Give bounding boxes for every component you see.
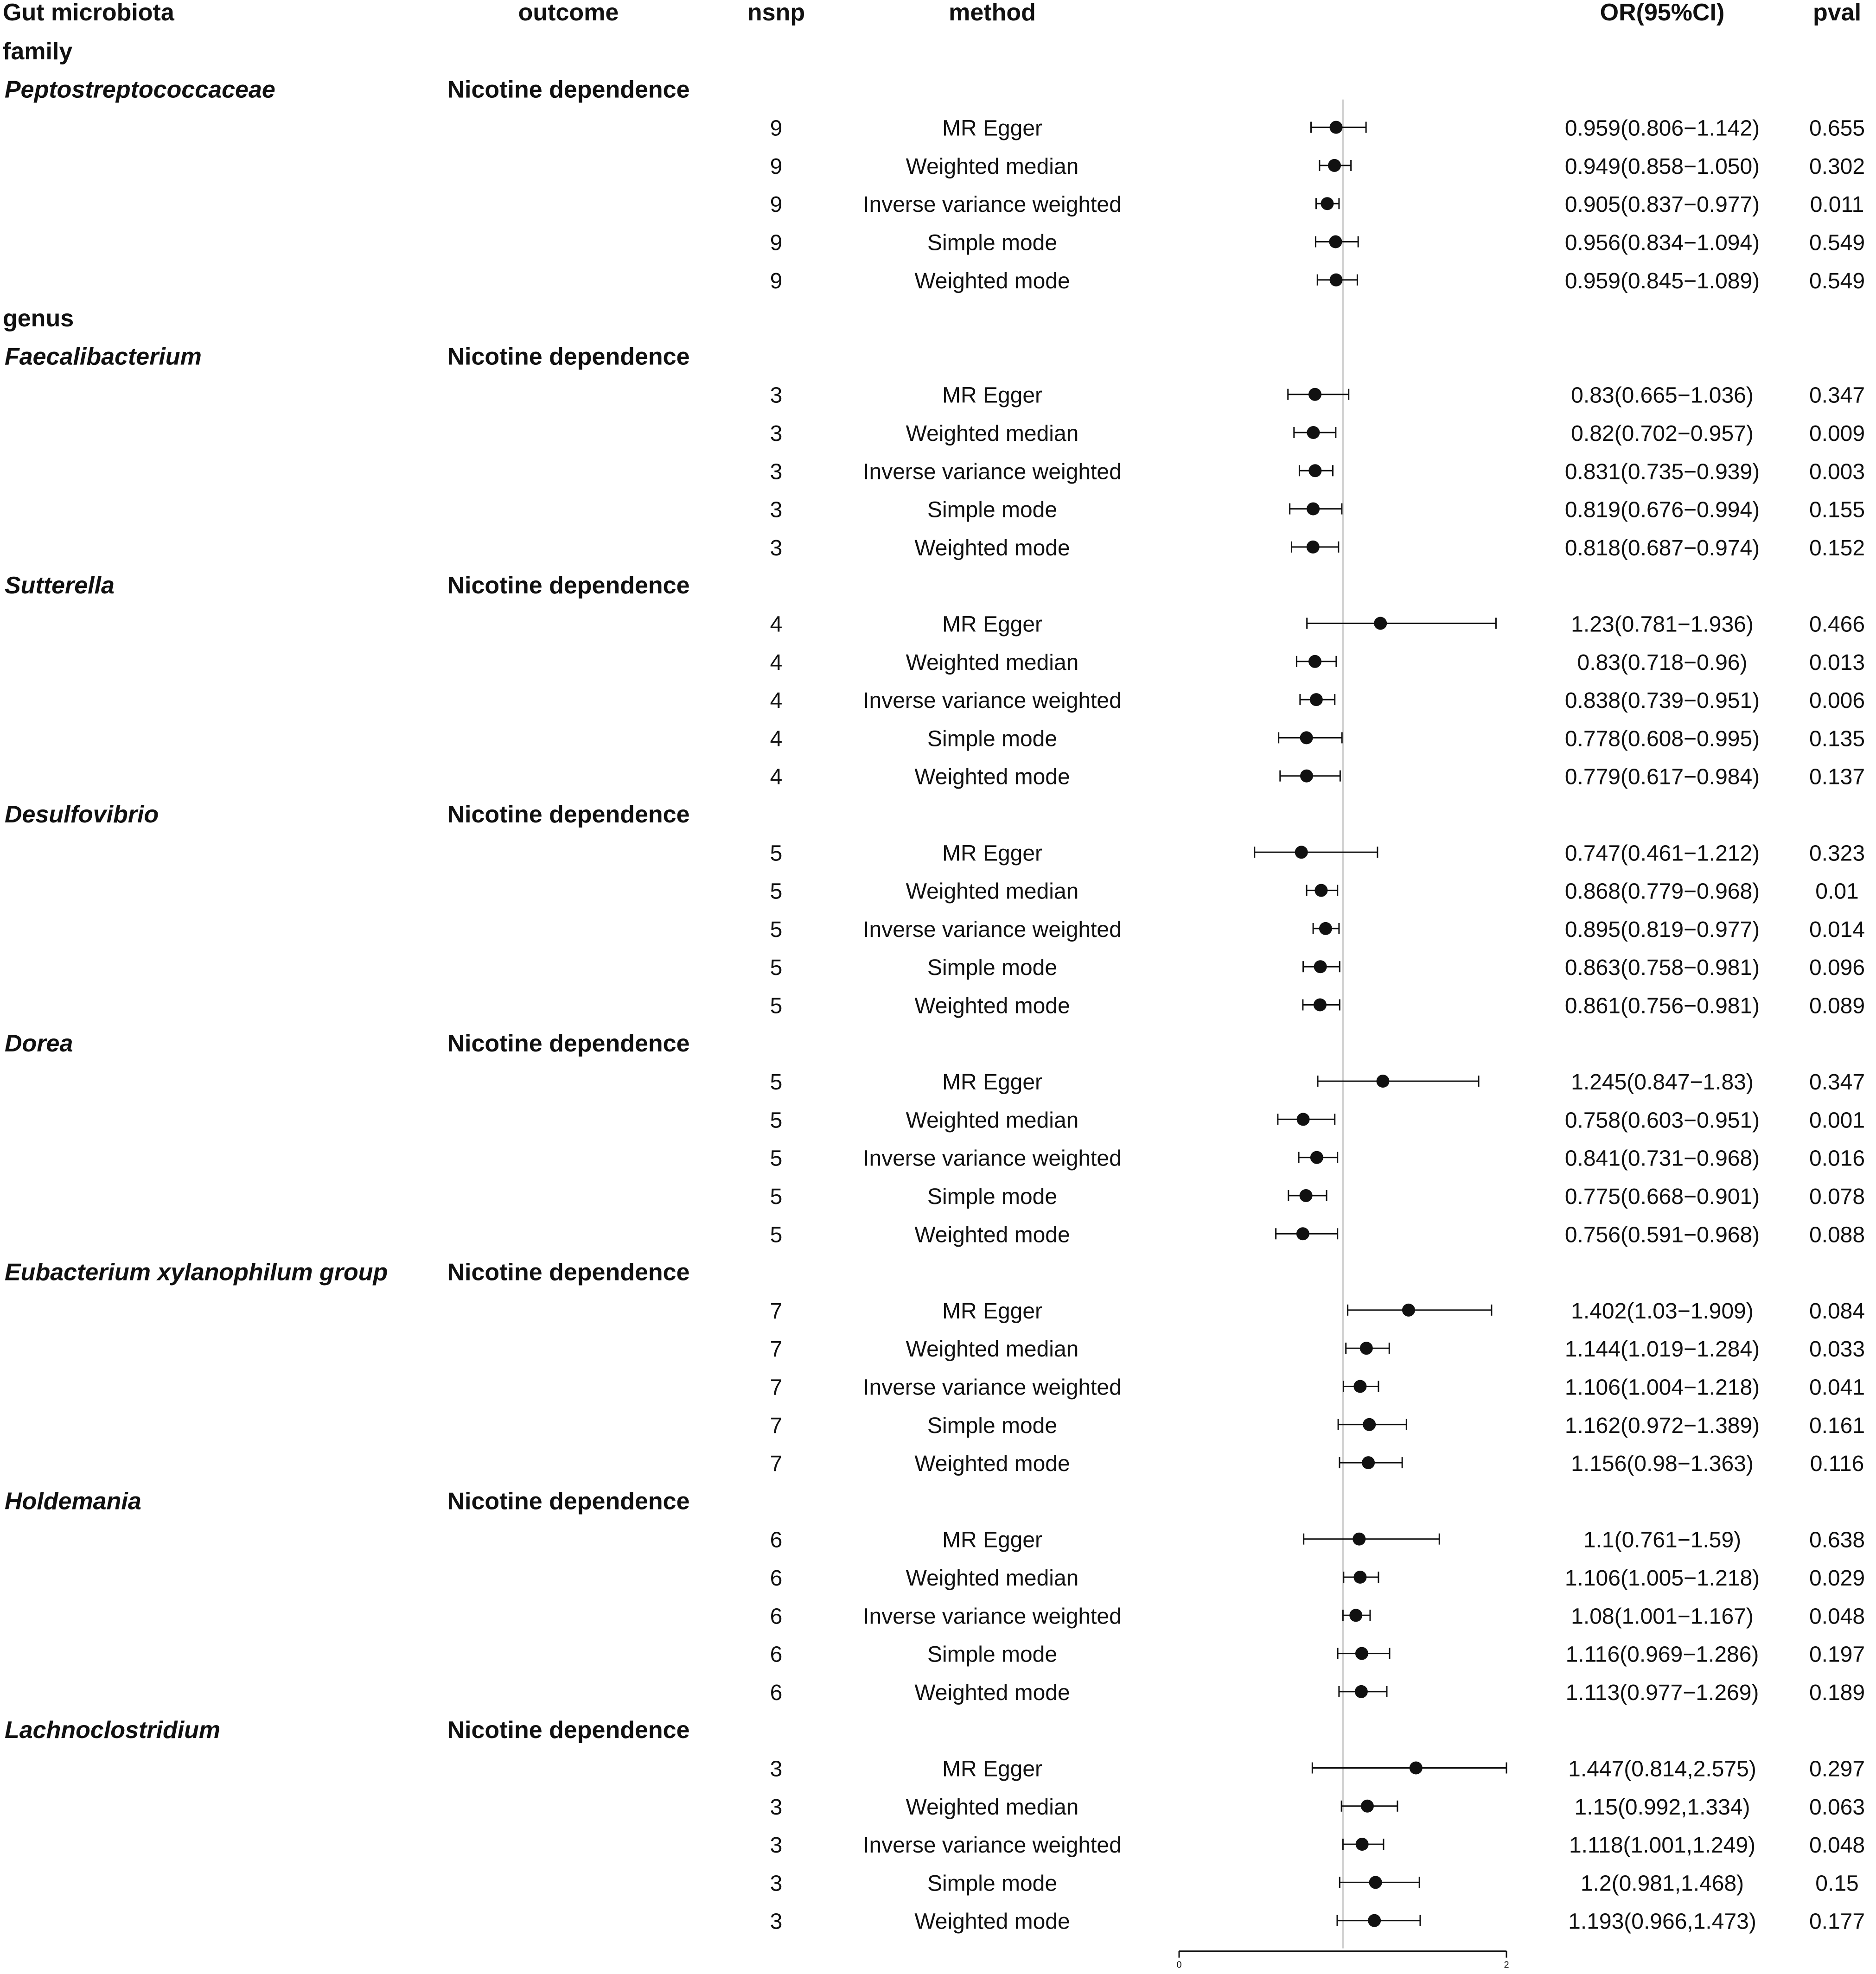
- or-ci-cell: 0.841(0.731−0.968): [1564, 1146, 1760, 1171]
- pval-cell: 0.016: [1809, 1146, 1865, 1171]
- pval-cell: 0.197: [1809, 1642, 1865, 1667]
- method-cell: Simple mode: [927, 1871, 1058, 1896]
- pval-cell: 0.347: [1809, 383, 1865, 408]
- outcome-label: Nicotine dependence: [447, 1259, 690, 1286]
- method-cell: Weighted median: [906, 1566, 1079, 1591]
- outcome-label: Nicotine dependence: [447, 572, 690, 599]
- x-tick-label: 2: [1504, 1960, 1509, 1970]
- method-cell: MR Egger: [942, 383, 1043, 408]
- or-ci-cell: 0.959(0.806−1.142): [1564, 116, 1760, 141]
- method-cell: Weighted mode: [914, 764, 1070, 790]
- pval-cell: 0.189: [1809, 1680, 1865, 1705]
- or-ci-cell: 0.82(0.702−0.957): [1571, 421, 1754, 446]
- or-ci-cell: 0.949(0.858−1.050): [1564, 154, 1760, 179]
- or-ci-cell: 1.193(0.966,1.473): [1568, 1909, 1756, 1934]
- pval-cell: 0.347: [1809, 1070, 1865, 1095]
- nsnp-cell: 9: [770, 230, 783, 255]
- pval-cell: 0.15: [1815, 1871, 1859, 1896]
- point-estimate: [1328, 159, 1341, 172]
- nsnp-cell: 3: [770, 1833, 783, 1858]
- point-estimate: [1314, 884, 1327, 897]
- point-estimate: [1355, 1647, 1368, 1660]
- method-cell: Inverse variance weighted: [863, 192, 1122, 217]
- method-cell: MR Egger: [942, 1528, 1043, 1553]
- pval-cell: 0.003: [1809, 459, 1865, 484]
- method-cell: Weighted median: [906, 879, 1079, 904]
- taxon-label: Dorea: [5, 1030, 73, 1057]
- method-cell: MR Egger: [942, 116, 1043, 141]
- pval-cell: 0.638: [1809, 1528, 1865, 1553]
- point-estimate: [1374, 617, 1387, 630]
- nsnp-cell: 7: [770, 1375, 783, 1400]
- nsnp-cell: 3: [770, 497, 783, 522]
- point-estimate: [1300, 1189, 1313, 1202]
- pval-cell: 0.041: [1809, 1375, 1865, 1400]
- outcome-label: Nicotine dependence: [447, 1030, 690, 1057]
- point-estimate: [1402, 1304, 1415, 1317]
- pval-cell: 0.029: [1809, 1566, 1865, 1591]
- pval-cell: 0.096: [1809, 955, 1865, 981]
- nsnp-cell: 9: [770, 116, 783, 141]
- point-estimate: [1363, 1418, 1376, 1431]
- or-ci-cell: 1.116(0.969−1.286): [1565, 1642, 1759, 1667]
- point-estimate: [1307, 426, 1320, 439]
- point-estimate: [1353, 1533, 1366, 1546]
- or-ci-cell: 0.758(0.603−0.951): [1564, 1108, 1760, 1133]
- nsnp-cell: 3: [770, 421, 783, 446]
- method-cell: MR Egger: [942, 612, 1043, 637]
- point-estimate: [1361, 1800, 1374, 1813]
- header-taxon: Gut microbiota: [3, 0, 174, 26]
- method-cell: Inverse variance weighted: [863, 1375, 1122, 1400]
- header-or: OR(95%CI): [1600, 0, 1725, 26]
- pval-cell: 0.048: [1809, 1604, 1865, 1629]
- or-ci-cell: 0.831(0.735−0.939): [1564, 459, 1760, 484]
- method-cell: Inverse variance weighted: [863, 1833, 1122, 1858]
- method-cell: Weighted median: [906, 154, 1079, 179]
- pval-cell: 0.011: [1810, 192, 1864, 217]
- or-ci-cell: 1.156(0.98−1.363): [1571, 1452, 1754, 1477]
- point-estimate: [1296, 1227, 1309, 1240]
- or-ci-cell: 0.818(0.687−0.974): [1564, 535, 1760, 560]
- header-row: [3, 0, 1861, 26]
- pval-cell: 0.155: [1809, 497, 1865, 522]
- or-ci-cell: 0.779(0.617−0.984): [1564, 764, 1760, 790]
- nsnp-cell: 4: [770, 764, 783, 790]
- or-ci-cell: 1.23(0.781−1.936): [1571, 612, 1754, 637]
- nsnp-cell: 6: [770, 1642, 783, 1667]
- pval-cell: 0.001: [1809, 1108, 1865, 1133]
- method-cell: Simple mode: [927, 955, 1058, 981]
- method-cell: Simple mode: [927, 497, 1058, 522]
- nsnp-cell: 5: [770, 1223, 783, 1248]
- or-ci-cell: 0.838(0.739−0.951): [1564, 688, 1760, 713]
- nsnp-cell: 6: [770, 1604, 783, 1629]
- or-ci-cell: 1.2(0.981,1.468): [1580, 1871, 1744, 1896]
- pval-cell: 0.01: [1815, 879, 1859, 904]
- or-ci-cell: 0.778(0.608−0.995): [1564, 726, 1760, 751]
- point-estimate: [1329, 236, 1342, 248]
- or-ci-cell: 1.245(0.847−1.83): [1571, 1070, 1754, 1095]
- pval-cell: 0.655: [1809, 116, 1865, 141]
- outcome-label: Nicotine dependence: [447, 1717, 690, 1744]
- or-ci-cell: 1.447(0.814,2.575): [1568, 1757, 1756, 1782]
- nsnp-cell: 9: [770, 192, 783, 217]
- method-cell: Inverse variance weighted: [863, 1604, 1122, 1629]
- method-cell: Weighted median: [906, 1795, 1079, 1820]
- pval-cell: 0.009: [1809, 421, 1865, 446]
- method-cell: Weighted mode: [914, 1223, 1070, 1248]
- point-estimate: [1319, 922, 1332, 935]
- or-ci-cell: 1.113(0.977−1.269): [1565, 1680, 1759, 1705]
- or-ci-cell: 0.747(0.461−1.212): [1564, 841, 1760, 866]
- outcome-label: Nicotine dependence: [447, 343, 690, 370]
- pval-cell: 0.323: [1809, 841, 1865, 866]
- point-estimate: [1410, 1762, 1423, 1775]
- method-cell: MR Egger: [942, 841, 1043, 866]
- point-estimate: [1368, 1914, 1381, 1927]
- point-estimate: [1308, 655, 1321, 668]
- pval-cell: 0.137: [1809, 764, 1865, 790]
- method-cell: Weighted mode: [914, 1680, 1070, 1705]
- nsnp-cell: 7: [770, 1413, 783, 1438]
- point-estimate: [1353, 1380, 1366, 1393]
- nsnp-cell: 3: [770, 1871, 783, 1896]
- point-estimate: [1330, 274, 1343, 287]
- pval-cell: 0.302: [1809, 154, 1865, 179]
- or-ci-cell: 0.819(0.676−0.994): [1564, 497, 1760, 522]
- point-estimate: [1314, 960, 1327, 973]
- taxon-label: Lachnoclostridium: [5, 1717, 221, 1744]
- x-tick-label: 0: [1176, 1960, 1182, 1970]
- nsnp-cell: 7: [770, 1337, 783, 1362]
- header-method: method: [949, 0, 1036, 26]
- nsnp-cell: 5: [770, 879, 783, 904]
- estimate-marks: [1255, 121, 1506, 1927]
- taxon-label: Holdemania: [5, 1488, 141, 1515]
- point-estimate: [1376, 1075, 1389, 1088]
- or-ci-cell: 0.863(0.758−0.981): [1564, 955, 1760, 981]
- point-estimate: [1330, 121, 1343, 134]
- nsnp-cell: 3: [770, 459, 783, 484]
- point-estimate: [1308, 464, 1321, 477]
- point-estimate: [1353, 1571, 1366, 1584]
- method-cell: Weighted median: [906, 1108, 1079, 1133]
- pval-cell: 0.466: [1809, 612, 1865, 637]
- pval-cell: 0.152: [1809, 535, 1865, 560]
- method-cell: Weighted median: [906, 1337, 1079, 1362]
- method-cell: Simple mode: [927, 230, 1058, 255]
- or-ci-cell: 0.905(0.837−0.977): [1564, 192, 1760, 217]
- table-rows: [3, 38, 1865, 1934]
- taxon-label: Eubacterium xylanophilum group: [5, 1259, 388, 1286]
- nsnp-cell: 5: [770, 1070, 783, 1095]
- or-ci-cell: 0.83(0.718−0.96): [1577, 650, 1748, 675]
- nsnp-cell: 5: [770, 1184, 783, 1209]
- pval-cell: 0.048: [1809, 1833, 1865, 1858]
- or-ci-cell: 0.861(0.756−0.981): [1564, 993, 1760, 1019]
- method-cell: MR Egger: [942, 1070, 1043, 1095]
- pval-cell: 0.549: [1809, 268, 1865, 293]
- nsnp-cell: 6: [770, 1680, 783, 1705]
- nsnp-cell: 5: [770, 1108, 783, 1133]
- nsnp-cell: 4: [770, 650, 783, 675]
- nsnp-cell: 6: [770, 1566, 783, 1591]
- point-estimate: [1310, 693, 1323, 706]
- point-estimate: [1314, 999, 1327, 1012]
- or-ci-cell: 1.15(0.992,1.334): [1574, 1795, 1750, 1820]
- nsnp-cell: 4: [770, 726, 783, 751]
- nsnp-cell: 3: [770, 535, 783, 560]
- point-estimate: [1307, 503, 1320, 516]
- point-estimate: [1360, 1342, 1373, 1355]
- outcome-label: Nicotine dependence: [447, 801, 690, 828]
- pval-cell: 0.014: [1809, 917, 1865, 942]
- or-ci-cell: 1.162(0.972−1.389): [1564, 1413, 1760, 1438]
- pval-cell: 0.177: [1809, 1909, 1865, 1934]
- method-cell: Inverse variance weighted: [863, 688, 1122, 713]
- method-cell: MR Egger: [942, 1299, 1043, 1324]
- plot-area: [1176, 100, 1509, 1970]
- method-cell: Simple mode: [927, 1184, 1058, 1209]
- taxon-label: Desulfovibrio: [5, 801, 159, 828]
- method-cell: Inverse variance weighted: [863, 1146, 1122, 1171]
- method-cell: Weighted median: [906, 421, 1079, 446]
- pval-cell: 0.161: [1809, 1413, 1865, 1438]
- x-axis: [1176, 1951, 1509, 1970]
- nsnp-cell: 5: [770, 917, 783, 942]
- pval-cell: 0.116: [1810, 1452, 1864, 1477]
- taxon-label: Sutterella: [5, 572, 115, 599]
- header-outcome: outcome: [518, 0, 619, 26]
- nsnp-cell: 5: [770, 841, 783, 866]
- or-ci-cell: 0.83(0.665−1.036): [1571, 383, 1754, 408]
- method-cell: Weighted mode: [914, 268, 1070, 293]
- method-cell: Weighted median: [906, 650, 1079, 675]
- or-ci-cell: 0.868(0.779−0.968): [1564, 879, 1760, 904]
- nsnp-cell: 5: [770, 1146, 783, 1171]
- method-cell: Simple mode: [927, 1642, 1058, 1667]
- point-estimate: [1300, 770, 1313, 783]
- or-ci-cell: 1.106(1.005−1.218): [1564, 1566, 1760, 1591]
- outcome-label: Nicotine dependence: [447, 76, 690, 103]
- nsnp-cell: 5: [770, 955, 783, 981]
- nsnp-cell: 3: [770, 1909, 783, 1934]
- or-ci-cell: 0.895(0.819−0.977): [1564, 917, 1760, 942]
- nsnp-cell: 3: [770, 383, 783, 408]
- point-estimate: [1356, 1838, 1369, 1851]
- method-cell: Inverse variance weighted: [863, 459, 1122, 484]
- pval-cell: 0.078: [1809, 1184, 1865, 1209]
- taxon-label: Peptostreptococcaceae: [5, 76, 275, 103]
- nsnp-cell: 7: [770, 1452, 783, 1477]
- nsnp-cell: 9: [770, 154, 783, 179]
- or-ci-cell: 0.959(0.845−1.089): [1564, 268, 1760, 293]
- point-estimate: [1362, 1456, 1375, 1469]
- nsnp-cell: 6: [770, 1528, 783, 1553]
- pval-cell: 0.013: [1809, 650, 1865, 675]
- or-ci-cell: 1.144(1.019−1.284): [1564, 1337, 1760, 1362]
- point-estimate: [1349, 1609, 1362, 1622]
- group-label: genus: [3, 305, 74, 332]
- method-cell: MR Egger: [942, 1757, 1043, 1782]
- point-estimate: [1321, 197, 1334, 210]
- or-ci-cell: 1.402(1.03−1.909): [1571, 1299, 1754, 1324]
- pval-cell: 0.135: [1809, 726, 1865, 751]
- method-cell: Weighted mode: [914, 535, 1070, 560]
- method-cell: Weighted mode: [914, 993, 1070, 1019]
- pval-cell: 0.089: [1809, 993, 1865, 1019]
- pval-cell: 0.088: [1809, 1223, 1865, 1248]
- point-estimate: [1307, 541, 1320, 554]
- point-estimate: [1310, 1151, 1323, 1164]
- method-cell: Simple mode: [927, 1413, 1058, 1438]
- nsnp-cell: 3: [770, 1757, 783, 1782]
- outcome-label: Nicotine dependence: [447, 1488, 690, 1515]
- header-nsnp: nsnp: [747, 0, 805, 26]
- pval-cell: 0.549: [1809, 230, 1865, 255]
- point-estimate: [1300, 731, 1313, 744]
- or-ci-cell: 1.106(1.004−1.218): [1564, 1375, 1760, 1400]
- pval-cell: 0.063: [1809, 1795, 1865, 1820]
- nsnp-cell: 4: [770, 688, 783, 713]
- or-ci-cell: 1.08(1.001−1.167): [1571, 1604, 1754, 1629]
- method-cell: Weighted mode: [914, 1452, 1070, 1477]
- method-cell: Simple mode: [927, 726, 1058, 751]
- pval-cell: 0.084: [1809, 1299, 1865, 1324]
- nsnp-cell: 4: [770, 612, 783, 637]
- point-estimate: [1308, 388, 1321, 401]
- point-estimate: [1355, 1685, 1368, 1698]
- pval-cell: 0.033: [1809, 1337, 1865, 1362]
- pval-cell: 0.006: [1809, 688, 1865, 713]
- point-estimate: [1369, 1876, 1382, 1889]
- or-ci-cell: 1.118(1.001,1.249): [1569, 1833, 1756, 1858]
- nsnp-cell: 7: [770, 1299, 783, 1324]
- taxon-label: Faecalibacterium: [5, 343, 202, 370]
- nsnp-cell: 5: [770, 993, 783, 1019]
- point-estimate: [1295, 846, 1308, 859]
- nsnp-cell: 3: [770, 1795, 783, 1820]
- point-estimate: [1297, 1113, 1310, 1126]
- pval-cell: 0.297: [1809, 1757, 1865, 1782]
- method-cell: Inverse variance weighted: [863, 917, 1122, 942]
- nsnp-cell: 9: [770, 268, 783, 293]
- method-cell: Weighted mode: [914, 1909, 1070, 1934]
- group-label: family: [3, 38, 73, 65]
- or-ci-cell: 0.956(0.834−1.094): [1564, 230, 1760, 255]
- or-ci-cell: 0.775(0.668−0.901): [1564, 1184, 1760, 1209]
- or-ci-cell: 1.1(0.761−1.59): [1583, 1528, 1742, 1553]
- or-ci-cell: 0.756(0.591−0.968): [1564, 1223, 1760, 1248]
- header-pval: pval: [1812, 0, 1862, 26]
